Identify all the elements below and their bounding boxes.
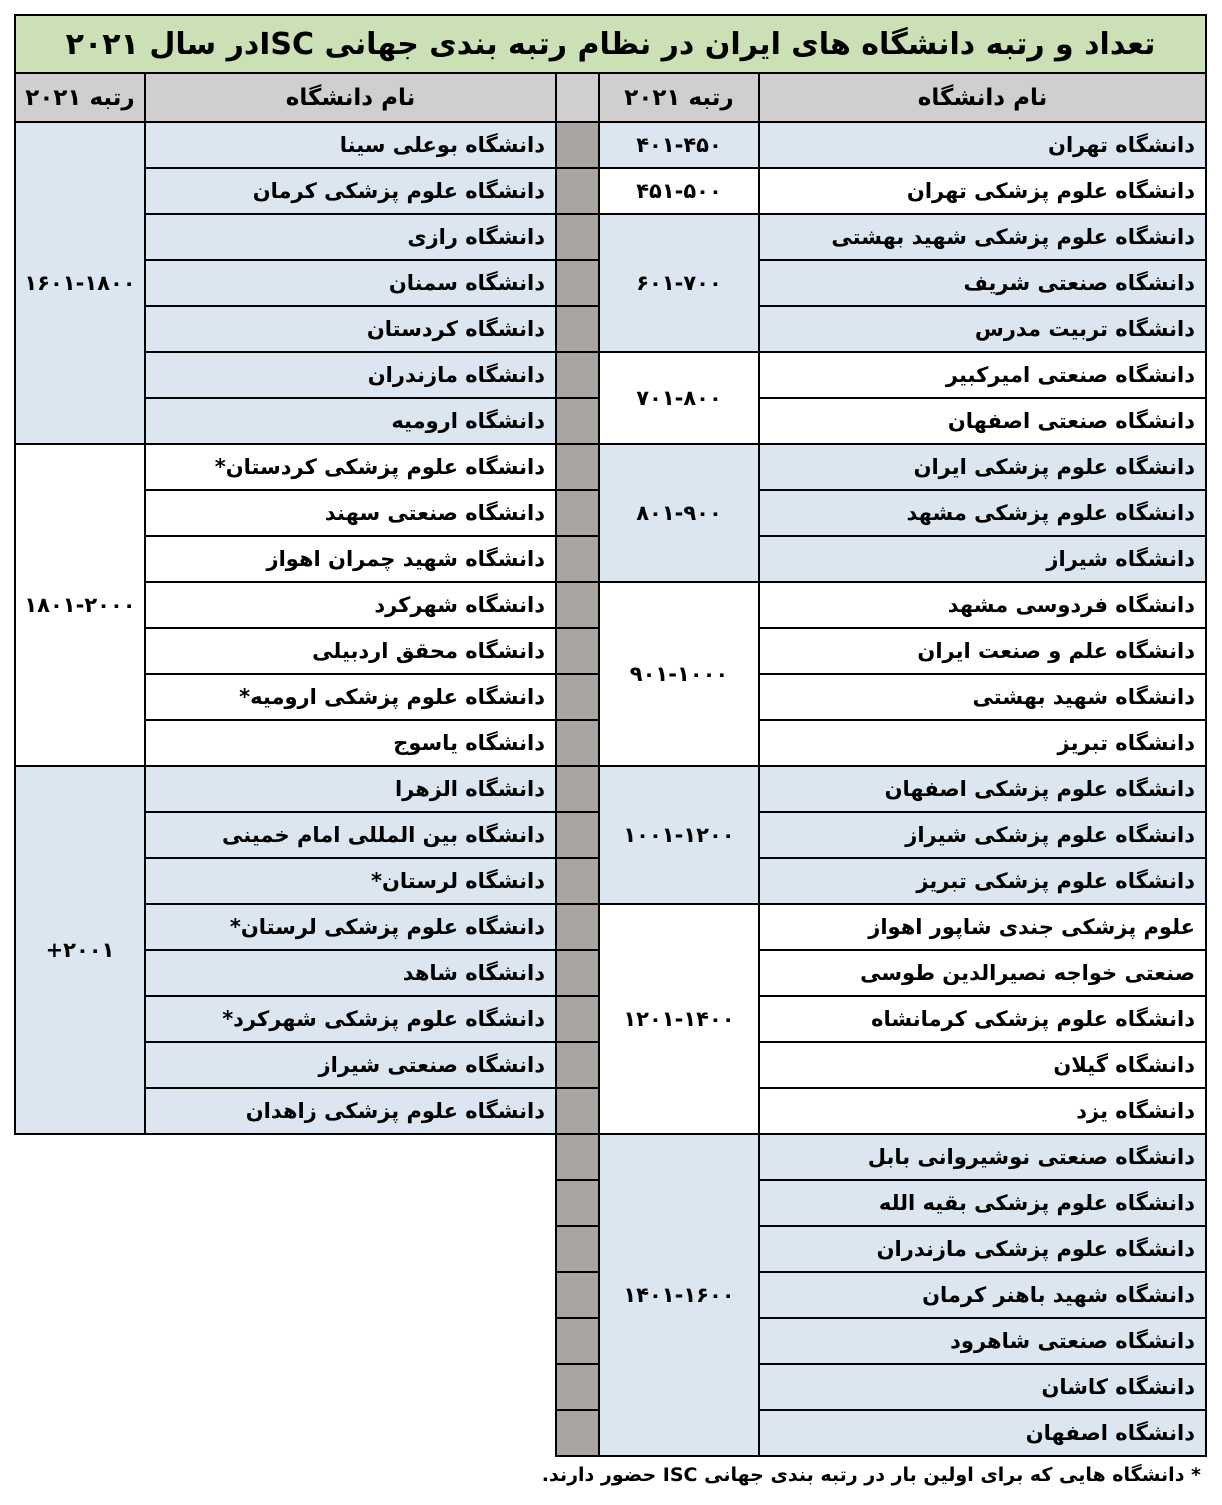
separator-cell: [556, 812, 599, 858]
separator-cell: [556, 720, 599, 766]
rank-range-cell: ۸۰۱-۹۰۰: [599, 444, 759, 582]
table-title: تعداد و رتبه دانشگاه های ایران در نظام رتبه بندی جهانی ISCدر سال ۲۰۲۱: [15, 15, 1206, 73]
university-name-cell: دانشگاه کاشان: [759, 1364, 1206, 1410]
title-row: [15, 15, 1206, 73]
university-name-cell: دانشگاه الزهرا: [145, 766, 556, 812]
separator-cell: [556, 582, 599, 628]
university-name-cell: دانشگاه بین المللی امام خمینی: [145, 812, 556, 858]
table-row: [15, 766, 1206, 812]
separator-cell: [556, 260, 599, 306]
table-row: [15, 904, 1206, 950]
university-name-cell: دانشگاه تهران: [759, 122, 1206, 168]
right-rank-header: رتبه ۲۰۲۱: [599, 73, 759, 122]
separator-cell: [556, 168, 599, 214]
university-name-cell: دانشگاه رازی: [145, 214, 556, 260]
university-name-cell: دانشگاه علم و صنعت ایران: [759, 628, 1206, 674]
university-name-cell: دانشگاه شهید بهشتی: [759, 674, 1206, 720]
university-name-cell: دانشگاه علوم پزشکی مازندران: [759, 1226, 1206, 1272]
university-name-cell: دانشگاه علوم پزشکی تهران: [759, 168, 1206, 214]
university-name-cell: دانشگاه شهید باهنر کرمان: [759, 1272, 1206, 1318]
separator-cell: [556, 306, 599, 352]
university-name-cell: دانشگاه فردوسی مشهد: [759, 582, 1206, 628]
university-name-cell: دانشگاه سمنان: [145, 260, 556, 306]
university-name-cell: دانشگاه علوم پزشکی ایران: [759, 444, 1206, 490]
university-name-cell: دانشگاه شیراز: [759, 536, 1206, 582]
university-name-cell: دانشگاه علوم پزشکی شهید بهشتی: [759, 214, 1206, 260]
rank-range-cell: ۱۲۰۱-۱۴۰۰: [599, 904, 759, 1134]
separator-cell: [556, 352, 599, 398]
university-name-cell: دانشگاه علوم پزشکی کرمان: [145, 168, 556, 214]
university-name-cell: دانشگاه یاسوج: [145, 720, 556, 766]
separator-cell: [556, 904, 599, 950]
separator-cell: [556, 1134, 599, 1180]
university-name-cell: دانشگاه صنعتی نوشیروانی بابل: [759, 1134, 1206, 1180]
university-name-cell: دانشگاه صنعتی امیرکبیر: [759, 352, 1206, 398]
university-name-cell: دانشگاه تبریز: [759, 720, 1206, 766]
university-name-cell: دانشگاه علوم پزشکی کردستان*: [145, 444, 556, 490]
university-name-cell: دانشگاه شهرکرد: [145, 582, 556, 628]
separator-cell: [556, 444, 599, 490]
university-name-cell: دانشگاه بوعلی سینا: [145, 122, 556, 168]
rank-range-cell: ۷۰۱-۸۰۰: [599, 352, 759, 444]
separator-cell: [556, 1318, 599, 1364]
rank-range-cell: ۴۵۱-۵۰۰: [599, 168, 759, 214]
rank-range-cell: ۱۰۰۱-۱۲۰۰: [599, 766, 759, 904]
footnote: * دانشگاه هایی که برای اولین بار در رتبه بندی جهانی ISC حضور دارند.: [541, 1464, 1201, 1486]
university-name-cell: دانشگاه گیلان: [759, 1042, 1206, 1088]
rank-range-cell: ۱۴۰۱-۱۶۰۰: [599, 1134, 759, 1456]
university-name-cell: دانشگاه علوم پزشکی کرمانشاه: [759, 996, 1206, 1042]
university-name-cell: دانشگاه کردستان: [145, 306, 556, 352]
separator-cell: [556, 1180, 599, 1226]
column-header-row: [15, 73, 1206, 122]
university-name-cell: دانشگاه ارومیه: [145, 398, 556, 444]
separator-cell: [556, 996, 599, 1042]
table-row: [15, 1134, 1206, 1180]
university-name-cell: دانشگاه مازندران: [145, 352, 556, 398]
university-name-cell: دانشگاه اصفهان: [759, 1410, 1206, 1456]
university-name-cell: دانشگاه علوم پزشکی ارومیه*: [145, 674, 556, 720]
university-name-cell: علوم پزشکی جندی شاپور اهواز: [759, 904, 1206, 950]
empty-area: [15, 1134, 556, 1456]
rankings-table: [14, 14, 1207, 1457]
university-name-cell: دانشگاه علوم پزشکی شهرکرد*: [145, 996, 556, 1042]
university-name-cell: دانشگاه شهید چمران اهواز: [145, 536, 556, 582]
university-name-cell: دانشگاه صنعتی شاهرود: [759, 1318, 1206, 1364]
table-row: [15, 168, 1206, 214]
separator-cell: [556, 674, 599, 720]
rank-range-cell: ۴۰۱-۴۵۰: [599, 122, 759, 168]
university-name-cell: دانشگاه علوم پزشکی اصفهان: [759, 766, 1206, 812]
separator-cell: [556, 1364, 599, 1410]
university-name-cell: صنعتی خواجه نصیرالدین طوسی: [759, 950, 1206, 996]
university-name-cell: دانشگاه علوم پزشکی تبریز: [759, 858, 1206, 904]
university-name-cell: دانشگاه علوم پزشکی مشهد: [759, 490, 1206, 536]
separator-cell: [556, 950, 599, 996]
university-name-cell: دانشگاه یزد: [759, 1088, 1206, 1134]
separator-cell: [556, 1272, 599, 1318]
separator-cell: [556, 490, 599, 536]
separator-cell: [556, 766, 599, 812]
separator-cell: [556, 536, 599, 582]
separator-cell: [556, 1410, 599, 1456]
university-name-cell: دانشگاه صنعتی اصفهان: [759, 398, 1206, 444]
separator-cell: [556, 1226, 599, 1272]
university-name-cell: دانشگاه علوم پزشکی شیراز: [759, 812, 1206, 858]
table-sheet: [14, 14, 1222, 1486]
table-row: [15, 444, 1206, 490]
rank-range-cell: ۶۰۱-۷۰۰: [599, 214, 759, 352]
university-name-cell: دانشگاه علوم پزشکی زاهدان: [145, 1088, 556, 1134]
left-name-header: نام دانشگاه: [145, 73, 556, 122]
separator-cell: [556, 628, 599, 674]
rank-range-cell: ۱۶۰۱-۱۸۰۰: [15, 122, 145, 444]
university-name-cell: دانشگاه صنعتی سهند: [145, 490, 556, 536]
separator-cell: [556, 122, 599, 168]
table-row: [15, 582, 1206, 628]
table-row: [15, 214, 1206, 260]
university-name-cell: دانشگاه صنعتی شیراز: [145, 1042, 556, 1088]
table-row: [15, 122, 1206, 168]
separator-cell: [556, 1042, 599, 1088]
university-name-cell: دانشگاه علوم پزشکی بقیه الله: [759, 1180, 1206, 1226]
separator-cell: [556, 1088, 599, 1134]
separator-cell: [556, 858, 599, 904]
separator-cell: [556, 214, 599, 260]
left-rank-header: رتبه ۲۰۲۱: [15, 73, 145, 122]
university-name-cell: دانشگاه علوم پزشکی لرستان*: [145, 904, 556, 950]
table-row: [15, 352, 1206, 398]
university-name-cell: دانشگاه تربیت مدرس: [759, 306, 1206, 352]
right-name-header: نام دانشگاه: [759, 73, 1206, 122]
university-name-cell: دانشگاه لرستان*: [145, 858, 556, 904]
rank-range-cell: +۲۰۰۱: [15, 766, 145, 1134]
rank-range-cell: ۹۰۱-۱۰۰۰: [599, 582, 759, 766]
university-name-cell: دانشگاه صنعتی شریف: [759, 260, 1206, 306]
separator-header: [556, 73, 599, 122]
rank-range-cell: ۱۸۰۱-۲۰۰۰: [15, 444, 145, 766]
separator-cell: [556, 398, 599, 444]
university-name-cell: دانشگاه شاهد: [145, 950, 556, 996]
university-name-cell: دانشگاه محقق اردبیلی: [145, 628, 556, 674]
